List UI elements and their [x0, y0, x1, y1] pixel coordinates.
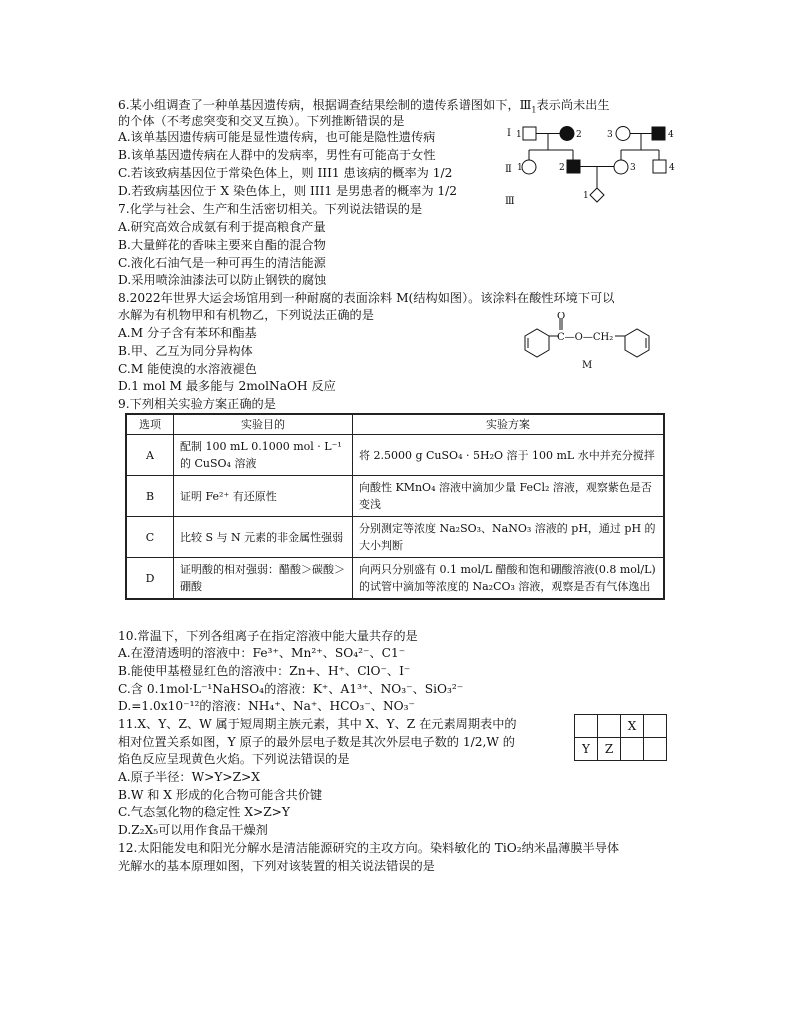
q11-option-a: A.原子半径：W>Y>Z>X: [118, 770, 260, 784]
q11-stem-line3: 焰色反应呈现黄色火焰。下列说法错误的是: [118, 752, 350, 766]
q7-stem: 7.化学与社会、生产和生活密切相关。下列说法错误的是: [118, 202, 423, 216]
ped-i1-male: [523, 127, 536, 140]
q11-option-b: B.W 和 X 形成的化合物可能含共价键: [118, 788, 323, 802]
q11-option-d: D.Z₂X₅可以用作食品干燥剂: [118, 823, 268, 837]
ped-ii2-affected-male: [567, 160, 580, 173]
q8-option-c: C.M 能使溴的水溶液褪色: [118, 362, 257, 376]
q12-stem-line1: 12.太阳能发电和阳光分解水是清洁能源研究的主攻方向。染料敏化的 TiO₂纳米晶薄膜半导体: [118, 841, 620, 855]
q8-option-a: A.M 分子含有苯环和酯基: [118, 326, 257, 340]
cyclohexene-ring-right: [625, 329, 649, 357]
svg-text:1: 1: [516, 130, 522, 140]
q6-option-c: C.若该致病基因位于常染色体上，则 III1 患该病的概率为 1/2: [118, 166, 453, 180]
ped-iii1-unborn: [590, 188, 604, 202]
header-plan: 实验方案: [353, 414, 665, 435]
q10-option-b: B.能使甲基橙显红色的溶液中：Zn+、H⁺、ClO⁻、I⁻: [118, 664, 411, 678]
gen-ii-label: Ⅱ: [505, 164, 512, 175]
q7-option-a: A.研究高效合成氨有利于提高粮食产量: [118, 220, 326, 234]
ped-i4-affected-male: [652, 127, 665, 140]
table-row: C 比较 S 与 N 元素的非金属性强弱 分别测定等浓度 Na₂SO₃、NaNO₃ 溶液的 pH，通过 pH 的大小判断: [126, 517, 664, 558]
structure-m-diagram: [515, 312, 665, 372]
gen-i-label: Ⅰ: [507, 128, 511, 139]
svg-text:3: 3: [630, 163, 636, 173]
svg-text:2: 2: [576, 130, 582, 140]
q7-option-d: D.采用喷涂油漆法可以防止钢铁的腐蚀: [118, 273, 327, 287]
ped-i2-affected-female: [560, 127, 574, 141]
q8-option-b: B.甲、乙互为同分异构体: [118, 344, 253, 358]
q8-stem-line1: 8.2022年世界大运会场馆用到一种耐腐的表面涂料 M(结构如图）。该涂料在酸性环境下可以: [118, 291, 615, 305]
pedigree-chart: [505, 120, 680, 210]
q7-option-c: C.液化石油气是一种可再生的清洁能源: [118, 256, 326, 270]
q6-option-b: B.该单基因遗传病在人群中的发病率，男性有可能高于女性: [118, 148, 436, 162]
svg-text:2: 2: [559, 163, 565, 173]
q8-stem-line2: 水解为有机物甲和有机物乙，下列说法正确的是: [118, 308, 374, 322]
gen-iii-label: Ⅲ: [505, 196, 515, 207]
ped-ii4-male: [653, 160, 666, 173]
header-option: 选项: [126, 414, 174, 435]
svg-text:4: 4: [669, 163, 675, 173]
ped-i3-female: [616, 127, 630, 141]
table-row: A 配制 100 mL 0.1000 mol · L⁻¹ 的 CuSO₄ 溶液 将 2.5000 g CuSO₄ · 5H₂O 溶于 100 mL 水中并充分搅拌: [126, 435, 664, 476]
header-purpose: 实验目的: [174, 414, 353, 435]
svg-text:1: 1: [517, 163, 523, 173]
table-row: D 证明酸的相对强弱：醋酸＞碳酸＞硼酸 向两只分别盛有 0.1 mol/L 醋酸和饱和硼酸溶液(0.8 mol/L)的试管中滴加等浓度的 Na₂CO₃ 溶液，观察是否有气体逸出: [126, 558, 664, 600]
svg-text:4: 4: [668, 130, 674, 140]
table-header-row: [126, 414, 664, 435]
structure-label: M: [582, 360, 593, 371]
q11-option-c: C.气态氢化物的稳定性 X>Z>Y: [118, 805, 290, 819]
q6-option-d: D.若致病基因位于 X 染色体上，则 III1 是男患者的概率为 1/2: [118, 184, 458, 198]
q11-stem-line1: 11.X、Y、Z、W 属于短周期主族元素，其中 X、Y、Z 在元素周期表中的: [118, 717, 517, 731]
svg-text:1: 1: [583, 191, 589, 201]
q7-option-b: B.大量鲜花的香味主要来自酯的混合物: [118, 238, 326, 252]
grid-x: X: [621, 715, 644, 738]
experiment-table: [125, 413, 665, 600]
periodic-grid: [574, 714, 667, 761]
q10-option-a: A.在澄清透明的溶液中：Fe³⁺、Mn²⁺、SO₄²⁻、C1⁻: [118, 646, 406, 660]
ped-ii3-female: [614, 160, 628, 174]
ester-chain: C—O—CH₂: [557, 332, 614, 343]
q11-stem-line2: 相对位置关系如图，Y 原子的最外层电子数是其次外层电子数的 1/2,W 的: [118, 735, 515, 749]
svg-text:3: 3: [607, 130, 613, 140]
q10-option-c: C.含 0.1mol·L⁻¹NaHSO₄的溶液：K⁺、A1³⁺、NO₃⁻、SiO₃²⁻: [118, 682, 464, 696]
table-row: B 证明 Fe²⁺ 有还原性 向酸性 KMnO₄ 溶液中滴加少量 FeCl₂ 溶液，观察紫色是否变浅: [126, 476, 664, 517]
q12-stem-line2: 光解水的基本原理如图，下列对该装置的相关说法错误的是: [118, 859, 435, 873]
q6-option-a: A.该单基因遗传病可能是显性遗传病，也可能是隐性遗传病: [118, 130, 436, 144]
q6-stem-line1: 6.某小组调查了一种单基因遗传病，根据调查结果绘制的遗传系谱图如下，$Ⅲ_1$表示尚未出生: [118, 98, 610, 115]
cyclohexene-ring-left: [525, 329, 549, 357]
q10-stem: 10.常温下，下列各组离子在指定溶液中能大量共存的是: [118, 629, 418, 643]
carbonyl-oxygen: O: [557, 312, 566, 322]
ped-ii1-female: [522, 160, 536, 174]
grid-z: Z: [598, 738, 621, 761]
grid-y: Y: [575, 738, 598, 761]
q8-option-d: D.1 mol M 最多能与 2molNaOH 反应: [118, 379, 336, 393]
q9-stem: 9.下列相关实验方案正确的是: [118, 397, 276, 411]
q10-option-d: D.=1.0x10⁻¹²的溶液：NH₄⁺、Na⁺、HCO₃⁻、NO₃⁻: [118, 699, 415, 713]
q6-stem-line2: 的个体（不考虑突变和交叉互换）。下列推断错误的是: [118, 114, 405, 128]
